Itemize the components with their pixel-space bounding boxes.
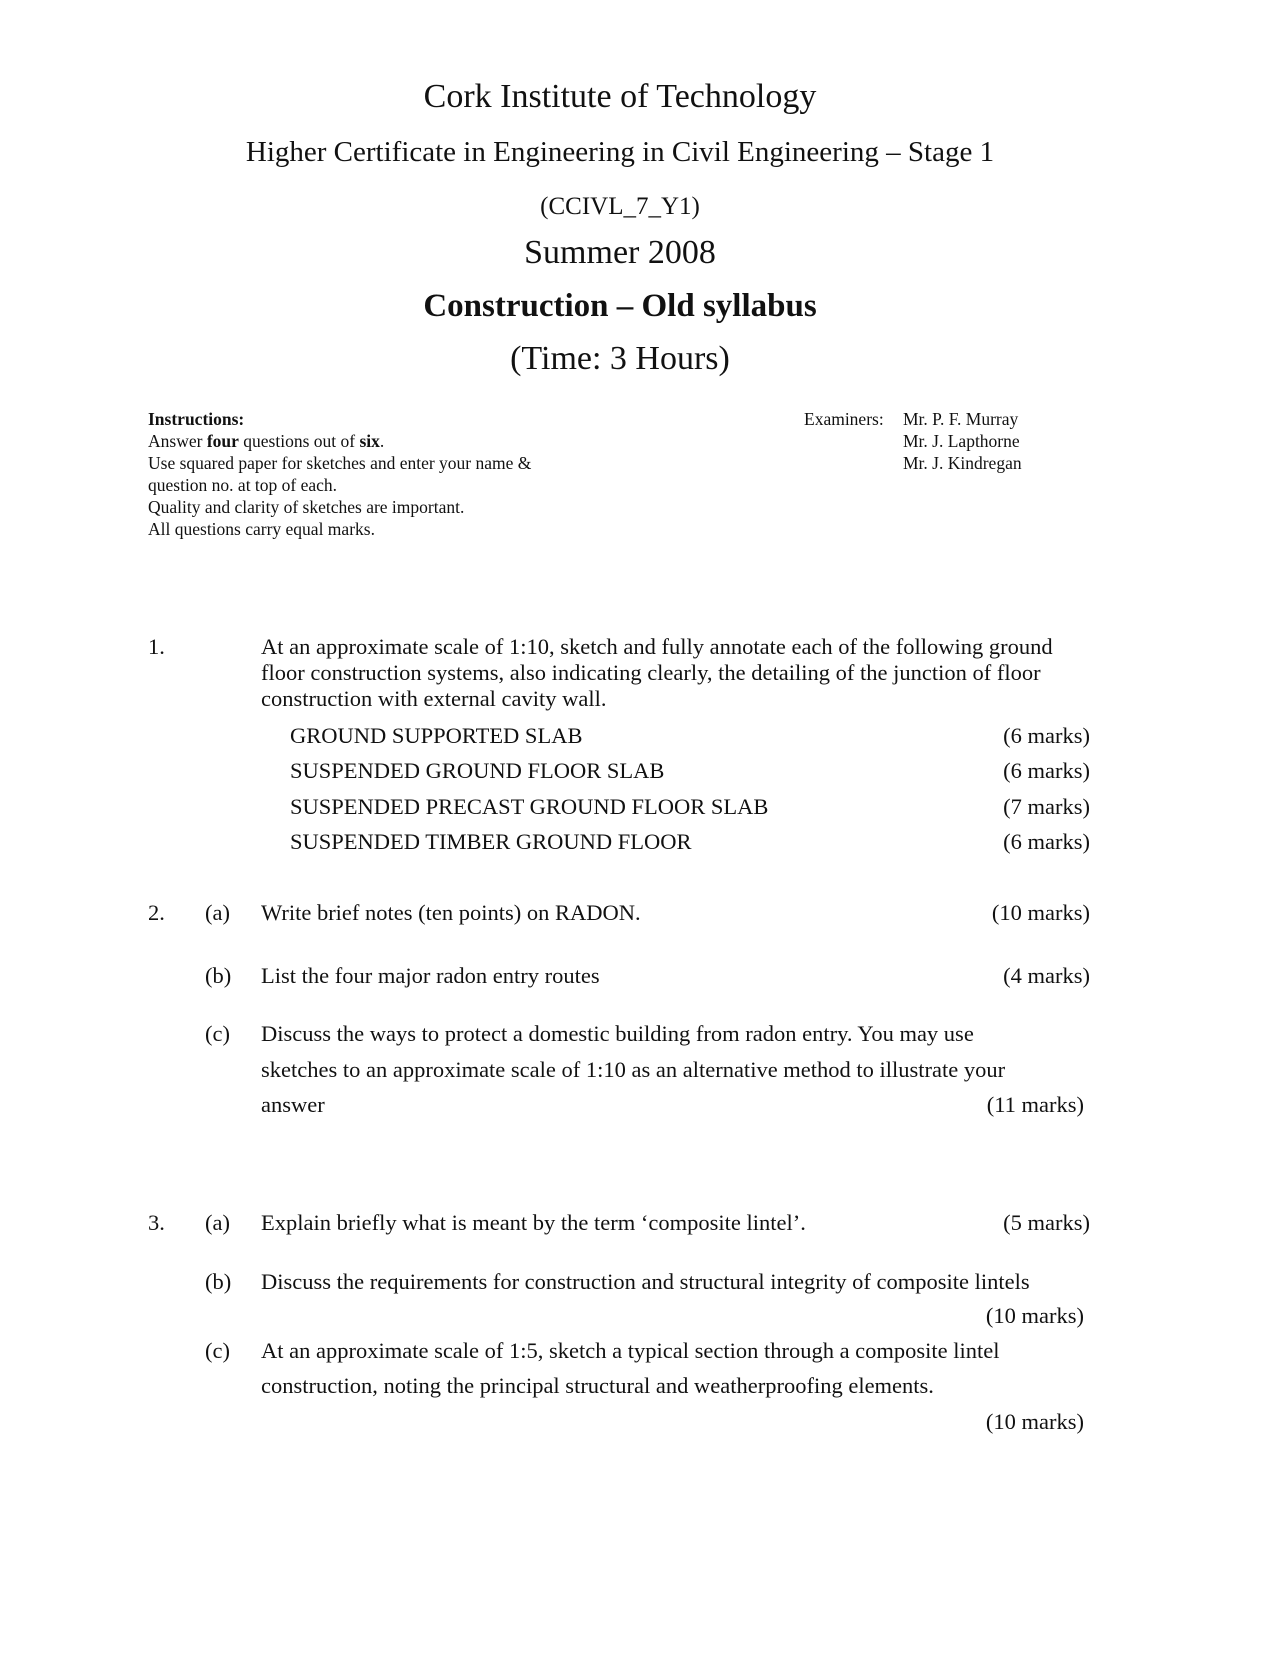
q1-item-label: SUSPENDED TIMBER GROUND FLOOR [290,829,692,854]
q2a-text: Write brief notes (ten points) on RADON. [261,900,641,925]
q3a-text: Explain briefly what is meant by the term ‘composite lintel’. [261,1210,806,1235]
q3a-marks: (5 marks) [1003,1210,1090,1235]
q2b-label: (b) [205,963,232,988]
q3b-text: Discuss the requirements for construction and structural integrity of composite lintels [261,1269,1030,1294]
q3b-marks: (10 marks) [985,1303,1084,1328]
institute-title: Cork Institute of Technology [423,78,817,115]
course-code: (CCIVL_7_Y1) [540,193,700,220]
programme-title: Higher Certificate in Engineering in Civil Engineering – Stage 1 [245,136,995,168]
q2c-text-line: Discuss the ways to protect a domestic building from radon entry. You may use [261,1021,974,1046]
q2c-text-line: sketches to an approximate scale of 1:10 as an alternative method to illustrate your [261,1057,1006,1082]
examiner-name: Mr. P. F. Murray [903,409,1019,429]
q1-item-marks: (6 marks) [1003,723,1090,748]
q1-item-marks: (7 marks) [1003,794,1090,819]
examiners-list [903,408,1022,474]
subject-title: Construction – Old syllabus [423,288,817,324]
q2c-text-line: answer [261,1092,325,1117]
question-3-number: 3. [148,1210,165,1235]
q1-item-label: SUSPENDED GROUND FLOOR SLAB [290,758,665,783]
q3b-label: (b) [205,1269,232,1294]
instruction-line: All questions carry equal marks. [148,519,375,539]
question-2-number: 2. [148,900,165,925]
q3c-marks: (10 marks) [985,1409,1084,1434]
instructions-block [148,408,531,540]
instruction-line: question no. at top of each. [148,475,338,495]
examiner-name: Mr. J. Kindregan [903,453,1022,473]
question-1-number: 1. [148,634,165,659]
q1-item-marks: (6 marks) [1003,758,1090,783]
q3c-text-line: construction, noting the principal structural and weatherproofing elements. [261,1373,934,1398]
q3c-text-line: At an approximate scale of 1:5, sketch a typical section through a composite lintel [261,1338,1000,1363]
instruction-line: Quality and clarity of sketches are important. [148,497,465,517]
examiner-name: Mr. J. Lapthorne [903,431,1020,451]
q1-item-marks: (6 marks) [1003,829,1090,854]
q2b-text: List the four major radon entry routes [261,963,600,988]
instructions-heading: Instructions: [148,409,245,429]
instruction-line: Use squared paper for sketches and enter your name & [148,453,532,473]
q2a-marks: (10 marks) [991,900,1090,925]
q2a-label: (a) [205,900,230,925]
exam-duration: (Time: 3 Hours) [510,340,730,377]
q3a-label: (a) [205,1210,230,1235]
q3c-label: (c) [205,1338,230,1363]
instruction-answer: Answer four questions out of six. [148,431,385,451]
q2c-marks: (11 marks) [986,1092,1084,1117]
q1-item-label: SUSPENDED PRECAST GROUND FLOOR SLAB [290,794,769,819]
question-1-text: At an approximate scale of 1:10, sketch and fully annotate each of the following ground floor construction systems, also indicating clearly, the detailing of the junction of floor construction with external cavity wall. [261,634,1053,711]
examiners-label: Examiners: [804,409,884,429]
q2b-marks: (4 marks) [1003,963,1090,988]
q2c-label: (c) [205,1021,230,1046]
q1-item-label: GROUND SUPPORTED SLAB [290,723,583,748]
exam-session: Summer 2008 [524,234,716,271]
